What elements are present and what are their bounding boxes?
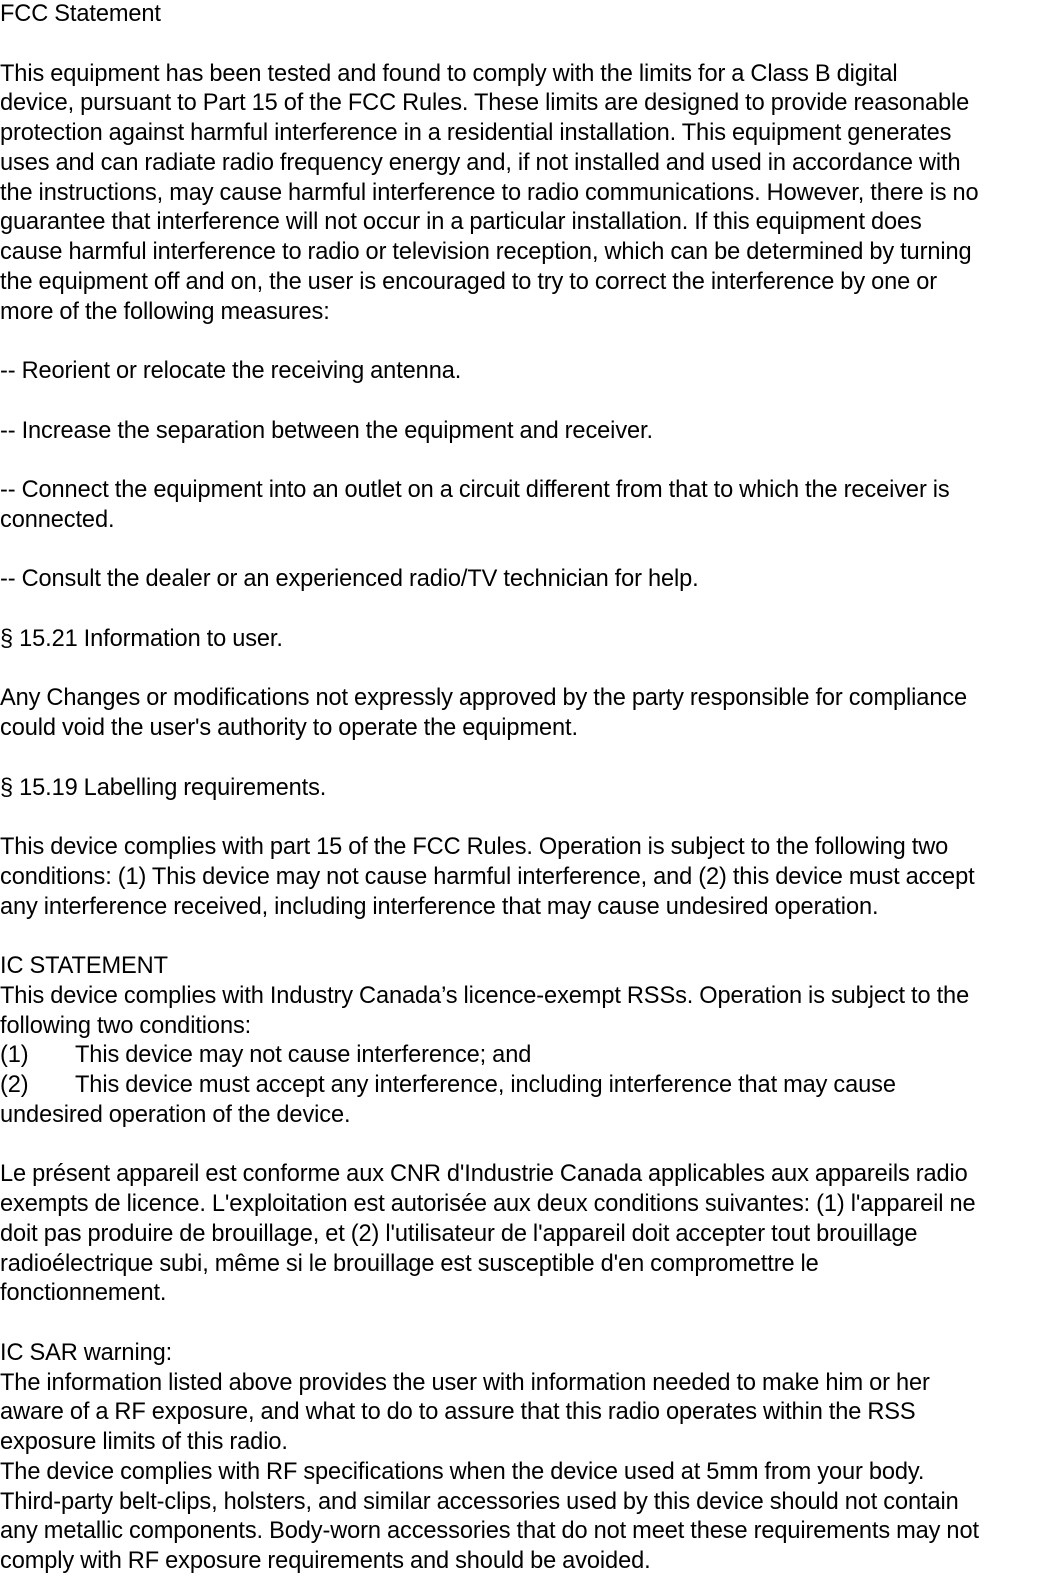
condition-number: (1) — [0, 1042, 29, 1069]
ic-condition-2-continued: undesired operation of the device. — [0, 1101, 351, 1128]
ic-sar-warning-paragraph — [0, 1369, 1052, 1577]
measure-increase-separation: -- Increase the separation between the equipment and receiver. — [0, 417, 653, 444]
text-line: any metallic components. Body-worn accessories that do not meet these requirements may not — [0, 1518, 979, 1545]
text-line: exempts de licence. L'exploitation est autorisée aux deux conditions suivantes: (1) l'appareil ne — [0, 1191, 976, 1217]
text-line: aware of a RF exposure, and what to do to assure that this radio operates within the RSS — [0, 1399, 916, 1426]
text-line: more of the following measures: — [0, 298, 330, 325]
text-line: conditions: (1) This device may not cause harmful interference, and (2) this device must accept — [0, 863, 975, 890]
text-line: This device complies with part 15 of the FCC Rules. Operation is subject to the following two — [0, 834, 949, 860]
text-line: radioélectrique subi, même si le brouillage est susceptible d'en compromettre le — [0, 1250, 819, 1277]
ic-statement-title: IC STATEMENT — [0, 953, 168, 979]
text-line: uses and can radiate radio frequency energy and, if not installed and used in accordance with — [0, 149, 961, 176]
section-15-21-heading: § 15.21 Information to user. — [0, 625, 283, 652]
text-line: following two conditions: — [0, 1012, 252, 1039]
text-line: fonctionnement. — [0, 1280, 167, 1307]
text-line: the instructions, may cause harmful interference to radio communications. However, there is no — [0, 179, 979, 206]
text-line: could void the user's authority to operate the equipment. — [0, 715, 578, 741]
text-line: This equipment has been tested and found to comply with the limits for a Class B digital — [0, 60, 898, 87]
fcc-statement-paragraph — [0, 60, 1052, 328]
fcc-statement-title: FCC Statement — [0, 1, 161, 27]
ic-french-paragraph — [0, 1160, 1052, 1309]
measure-reorient-antenna: -- Reorient or relocate the receiving antenna. — [0, 358, 462, 384]
text-line: This device complies with Industry Canada’s licence-exempt RSSs. Operation is subject to the — [0, 982, 970, 1009]
text-line: protection against harmful interference in a residential installation. This equipment generates — [0, 120, 952, 146]
text-line: -- Connect the equipment into an outlet on a circuit different from that to which the receiver is — [0, 477, 950, 503]
text-line: device, pursuant to Part 15 of the FCC Rules. These limits are designed to provide reasonable — [0, 90, 970, 117]
section-15-19-heading: § 15.19 Labelling requirements. — [0, 774, 327, 801]
text-line: The information listed above provides the user with information needed to make him or her — [0, 1369, 930, 1396]
condition-text: This device may not cause interference; and — [75, 1042, 532, 1069]
measure-consult-dealer: -- Consult the dealer or an experienced radio/TV technician for help. — [0, 566, 699, 593]
section-15-19-paragraph — [0, 833, 1052, 922]
measure-different-circuit — [0, 476, 1052, 536]
text-line: The device complies with RF specifications when the device used at 5mm from your body. — [0, 1458, 925, 1485]
condition-number: (2) — [0, 1072, 29, 1098]
ic-condition-1 — [0, 1041, 1052, 1071]
text-line: Third-party belt-clips, holsters, and similar accessories used by this device should not contain — [0, 1488, 959, 1515]
text-line: the equipment off and on, the user is encouraged to try to correct the interference by one or — [0, 268, 937, 295]
ic-condition-2 — [0, 1071, 1052, 1101]
text-line: connected. — [0, 506, 115, 533]
ic-sar-warning-title: IC SAR warning: — [0, 1339, 173, 1366]
text-line: exposure limits of this radio. — [0, 1429, 288, 1455]
text-line: cause harmful interference to radio or television reception, which can be determined by turning — [0, 239, 972, 265]
ic-statement-paragraph — [0, 982, 1052, 1042]
text-line: Any Changes or modifications not expressly approved by the party responsible for compliance — [0, 685, 968, 712]
text-line: any interference received, including interference that may cause undesired operation. — [0, 893, 879, 920]
text-line: Le présent appareil est conforme aux CNR d'Industrie Canada applicables aux appareils radio — [0, 1161, 968, 1188]
condition-text: This device must accept any interference, including interference that may cause — [75, 1072, 896, 1098]
text-line: guarantee that interference will not occur in a particular installation. If this equipment does — [0, 209, 922, 236]
text-line: doit pas produire de brouillage, et (2) l'utilisateur de l'appareil doit accepter tout brouillage — [0, 1220, 918, 1247]
section-15-21-paragraph — [0, 684, 1052, 744]
text-line: comply with RF exposure requirements and should be avoided. — [0, 1548, 651, 1574]
